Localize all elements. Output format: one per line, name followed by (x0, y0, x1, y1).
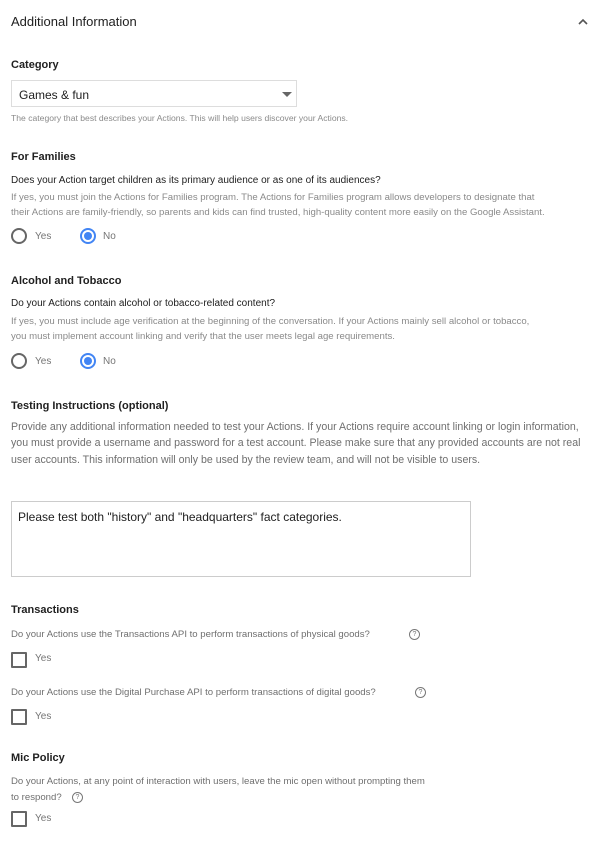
mic-question-2: to respond? (11, 792, 62, 803)
transactions-q2 (11, 685, 376, 701)
mic-question-1: Do your Actions, at any point of interaction with users, leave the mic open without prompting them (11, 776, 425, 787)
category-help: The category that best describes your Actions. This will help users discover your Actions. (11, 113, 349, 123)
mic-yes-label: Yes (35, 813, 52, 824)
transactions-q2-text: Do your Actions use the Digital Purchase API to perform transactions of digital goods? (11, 687, 376, 698)
alcohol-no-label: No (103, 356, 116, 367)
alcohol-question: Do your Actions contain alcohol or tobacco-related content? (11, 298, 276, 309)
alcohol-yes-label: Yes (35, 356, 52, 367)
help-icon[interactable]: ? (72, 792, 83, 803)
alcohol-desc-1: If yes, you must include age verification at the beginning of the conversation. If your Actions mainly sell alcohol or tobacco, (11, 316, 530, 327)
families-yes-radio[interactable] (11, 228, 27, 244)
testing-label: Testing Instructions (optional) (11, 400, 169, 412)
transactions-label: Transactions (11, 604, 79, 616)
alcohol-desc-2: you must implement account linking and verify that the user meets legal age requirements. (11, 331, 395, 342)
alcohol-no-radio[interactable] (80, 353, 96, 369)
testing-instructions-textarea[interactable] (11, 501, 471, 577)
families-desc-2: their Actions are family-friendly, so parents and kids can find trusted, high-quality content more easily on the Google Assistant. (11, 207, 545, 218)
transactions-q2-yes-label: Yes (35, 711, 52, 722)
families-no-label: No (103, 231, 116, 242)
help-icon[interactable]: ? (415, 687, 426, 698)
families-question: Does your Action target children as its primary audience or as one of its audiences? (11, 175, 381, 186)
category-label: Category (11, 59, 59, 71)
help-icon[interactable]: ? (409, 629, 420, 640)
mic-policy-label: Mic Policy (11, 752, 65, 764)
transactions-q1-yes-label: Yes (35, 653, 52, 664)
transactions-physical-checkbox[interactable] (11, 652, 27, 668)
transactions-q1-text: Do your Actions use the Transactions API to perform transactions of physical goods? (11, 629, 370, 640)
testing-instructions-value: Please test both "history" and "headquarters" fact categories. (18, 510, 342, 524)
families-label: For Families (11, 151, 76, 163)
mic-policy-checkbox[interactable] (11, 811, 27, 827)
transactions-digital-checkbox[interactable] (11, 709, 27, 725)
testing-desc: Provide any additional information needed to test your Actions. If your Actions require account linking or login information, you must provide a username and password for a test account. Please make sure that any provided accounts are not real user accounts. This information will only be used by the review team, and will not be visible to users. (11, 421, 581, 466)
alcohol-yes-radio[interactable] (11, 353, 27, 369)
category-select[interactable] (11, 80, 297, 107)
section-title: Additional Information (11, 14, 137, 29)
chevron-up-icon[interactable] (577, 17, 589, 27)
alcohol-label: Alcohol and Tobacco (11, 275, 122, 287)
families-no-radio[interactable] (80, 228, 96, 244)
dropdown-arrow-icon (282, 92, 292, 98)
category-value: Games & fun (19, 88, 90, 102)
families-yes-label: Yes (35, 231, 52, 242)
transactions-q1 (11, 627, 370, 643)
families-desc-1: If yes, you must join the Actions for Families program. The Actions for Families program allows developers to designate that (11, 192, 535, 203)
